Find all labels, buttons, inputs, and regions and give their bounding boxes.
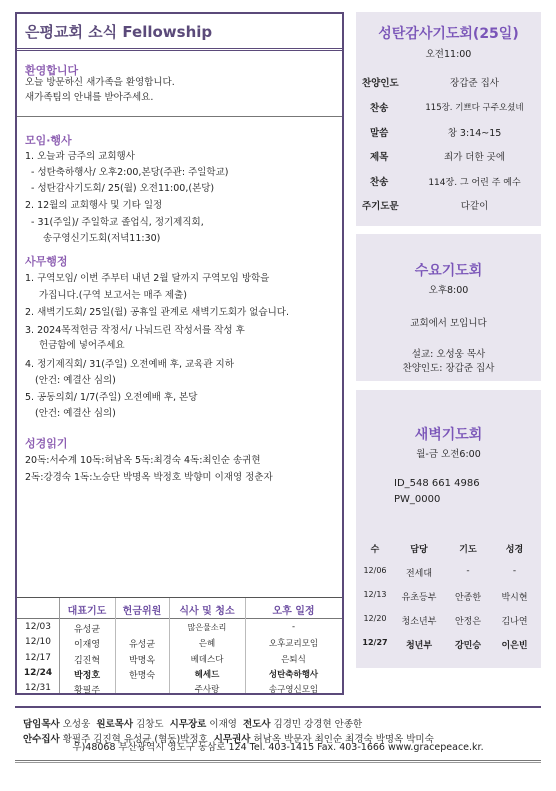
dawn-header: 수	[370, 545, 380, 555]
staff-role: 시무장로	[169, 719, 207, 730]
welcome-line-1: 오늘 방문하신 새가족을 환영합니다.	[25, 77, 175, 88]
schedule-row	[356, 100, 541, 114]
dawn-header: 기도	[459, 545, 477, 555]
dawn-lead: 청소년부	[401, 617, 437, 627]
dawn-day: 12/06	[363, 566, 387, 575]
duty-offering: 한명숙	[128, 671, 156, 681]
dawn-header: 성경	[505, 545, 524, 555]
events-line: - 성탄감사기도회/ 25(월) 오전11:00,(본당)	[31, 183, 215, 194]
zoom-id: ID_548 661 4986	[394, 478, 480, 489]
dawn-bible: 박시현	[501, 593, 528, 603]
events-line: 1. 오늘과 금주의 교회행사	[25, 151, 135, 162]
admin-line: 가집니다.(구역 보고서는 매주 제출)	[39, 290, 187, 301]
schedule-row	[356, 198, 541, 212]
schedule-value: 죄가 더한 곳에	[443, 152, 506, 163]
wednesday-sermon: 설교: 오성웅 목사	[411, 349, 486, 360]
table-row	[17, 683, 342, 696]
welcome-line-2: 새가족팀의 안내를 받아주세요.	[25, 92, 154, 103]
dawn-lead: 유초등부	[401, 593, 437, 603]
table-row	[17, 668, 342, 681]
admin-line: (안건: 예결산 심의)	[35, 375, 116, 386]
dawn-bible: 김나연	[501, 617, 528, 627]
staff-names: 김경민 강경현 안종한	[273, 719, 363, 730]
staff-names: 허남옥 박문자 최인순 최경숙 박명옥 박미숙	[253, 734, 434, 745]
staff-names: 오성웅	[62, 719, 91, 730]
wednesday-worship: 찬양인도: 장갑준 집사	[402, 363, 495, 374]
admin-line: 2. 새벽기도회/ 25일(월) 공휴일 관계로 새벽기도회가 없습니다.	[25, 307, 289, 318]
schedule-label: 제목	[370, 152, 389, 163]
admin-line: 헌금함에 넣어주세요	[39, 340, 125, 351]
dawn-lead: 전세대	[405, 569, 433, 579]
dawn-prayer: 강민승	[454, 641, 482, 651]
staff-role: 안수집사	[23, 734, 60, 745]
dawn-header-row	[356, 542, 541, 555]
table-row	[356, 614, 541, 627]
schedule-value: 창 3:14~15	[447, 128, 502, 139]
schedule-value: 장갑준 집사	[450, 78, 499, 89]
admin-title: 사무행정	[25, 255, 68, 268]
dawn-lead: 청년부	[405, 641, 433, 651]
duty-afternoon: 은퇴식	[281, 655, 306, 665]
duty-prayer: 이재영	[73, 640, 101, 650]
duty-prayer: 김진혁	[73, 656, 101, 666]
staff-names: 김창도	[136, 719, 164, 730]
dawn-day: 12/27	[362, 638, 388, 647]
duty-afternoon: 오후교리모임	[268, 639, 319, 649]
staff-role: 시무권사	[213, 734, 251, 745]
christmas-service-time: 오전11:00	[425, 49, 472, 60]
dawn-prayer-box	[356, 390, 541, 668]
admin-line: 4. 정기제직회/ 31(주일) 오전예배 후, 교육관 지하	[25, 359, 234, 370]
reading-title: 성경읽기	[25, 437, 68, 450]
dawn-day: 12/13	[363, 590, 387, 599]
duty-afternoon: 송구영신모임	[268, 685, 319, 695]
admin-line: 3. 2024목적헌금 작정서/ 나눠드린 작성서를 작성 후	[25, 325, 245, 336]
staff-role: 전도사	[242, 719, 271, 730]
schedule-value: 다같이	[460, 201, 489, 212]
duty-offering: 박명옥	[128, 656, 156, 666]
duty-prayer: 유성균	[73, 625, 101, 635]
schedule-value: 114장. 그 어린 주 예수	[428, 177, 521, 188]
events-line: 2. 12월의 교회행사 및 기타 일정	[25, 200, 163, 211]
wednesday-box	[356, 234, 541, 381]
news-panel	[15, 12, 344, 695]
duty-meal: 은혜	[198, 639, 216, 649]
dawn-prayer: 안정은	[454, 617, 482, 627]
admin-line: (안건: 예결산 심의)	[35, 408, 116, 419]
church-address: 우)48068 부산광역시 영도구 동삼로 124 Tel. 403-1415 Fax. 403-1666 www.gracepeace.kr.	[72, 742, 484, 753]
staff-names: 이재영	[209, 719, 237, 730]
duty-date: 12/31	[25, 683, 51, 693]
page-title: 은평교회 소식 Fellowship	[17, 14, 342, 51]
duty-table	[17, 597, 342, 696]
events-line: - 성탄축하행사/ 오후2:00,본당(주관: 주일학교)	[31, 167, 229, 178]
duty-meal: 헤세드	[194, 670, 220, 680]
events-line: - 31(주일)/ 주일학교 졸업식, 정기제직회,	[31, 217, 204, 228]
table-row	[356, 566, 541, 579]
duty-header: 대표기도	[67, 606, 107, 617]
duty-date: 12/17	[25, 653, 51, 663]
duty-prayer: 박정호	[73, 671, 101, 681]
admin-line: 1. 구역모임/ 이번 주부터 내년 2월 달까지 구역모임 방학을	[25, 273, 270, 284]
schedule-label: 찬양인도	[362, 78, 399, 89]
dawn-time: 월-금 오전6:00	[416, 449, 481, 460]
schedule-row	[356, 174, 541, 188]
reading-line: 2독:강경숙 1독:노승단 박명옥 박정호 박향미 이재영 정춘자	[25, 472, 273, 483]
dawn-title: 새벽기도회	[414, 427, 483, 443]
duty-meal: 주사랑	[194, 685, 220, 695]
schedule-row	[356, 75, 541, 89]
dawn-prayer: -	[466, 566, 470, 576]
table-row	[17, 637, 342, 650]
duty-meal: 많은물소리	[187, 623, 227, 632]
table-row	[356, 590, 541, 603]
dawn-bible: -	[512, 566, 517, 576]
schedule-value: 115장. 기쁘다 구주오셨네	[425, 103, 524, 113]
events-title: 모임·행사	[25, 134, 72, 147]
dawn-header: 담당	[410, 545, 428, 555]
duty-offering: 유성균	[128, 640, 156, 650]
duty-header: 헌금위원	[122, 606, 162, 617]
staff-names: 황필주 김진혁 유성균 (협동)박정호	[62, 734, 208, 745]
staff-role: 담임목사	[23, 719, 60, 730]
schedule-label: 말씀	[370, 128, 389, 139]
reading-line: 20독:서수계 10독:허남옥 5독:최경숙 4독:최인순 송귀현	[25, 455, 261, 466]
schedule-label: 찬송	[370, 103, 389, 114]
dawn-prayer: 안종한	[454, 593, 482, 603]
dawn-day: 12/20	[363, 614, 387, 623]
duty-afternoon: -	[291, 622, 296, 632]
divider	[15, 762, 541, 763]
schedule-label: 주기도문	[362, 201, 399, 212]
table-row	[17, 622, 342, 635]
dawn-bible: 이은빈	[501, 641, 528, 651]
table-row	[356, 638, 541, 651]
admin-line: 5. 공동의회/ 1/7(주일) 오전예배 후, 본당	[25, 392, 198, 403]
schedule-label: 찬송	[370, 177, 389, 188]
wednesday-title: 수요기도회	[414, 263, 483, 279]
duty-offering	[115, 622, 169, 635]
wednesday-location: 교회에서 모입니다	[410, 318, 487, 329]
events-line: 송구영신기도회(저녁11:30)	[43, 233, 161, 244]
duty-date: 12/10	[25, 637, 51, 647]
wednesday-time: 오후8:00	[428, 285, 469, 296]
duty-meal: 베데스다	[190, 655, 224, 665]
duty-offering	[115, 683, 169, 696]
staff-line-1	[23, 716, 362, 730]
duty-afternoon: 성탄축하행사	[268, 670, 319, 680]
duty-prayer: 황필주	[73, 686, 101, 696]
duty-date: 12/03	[25, 622, 51, 632]
duty-header-row	[17, 602, 342, 617]
christmas-service-box	[356, 12, 541, 226]
duty-date: 12/24	[23, 668, 53, 678]
welcome-title: 환영합니다	[25, 64, 79, 77]
duty-header: 오후 일정	[272, 606, 315, 617]
schedule-row	[356, 125, 541, 139]
christmas-service-title: 성탄감사기도회(25일)	[378, 26, 519, 42]
table-row	[17, 653, 342, 666]
staff-role: 원로목사	[96, 719, 134, 730]
duty-header: 식사 및 청소	[179, 606, 235, 617]
zoom-pw: PW_0000	[394, 494, 441, 505]
schedule-row	[356, 149, 541, 163]
divider	[17, 116, 342, 117]
